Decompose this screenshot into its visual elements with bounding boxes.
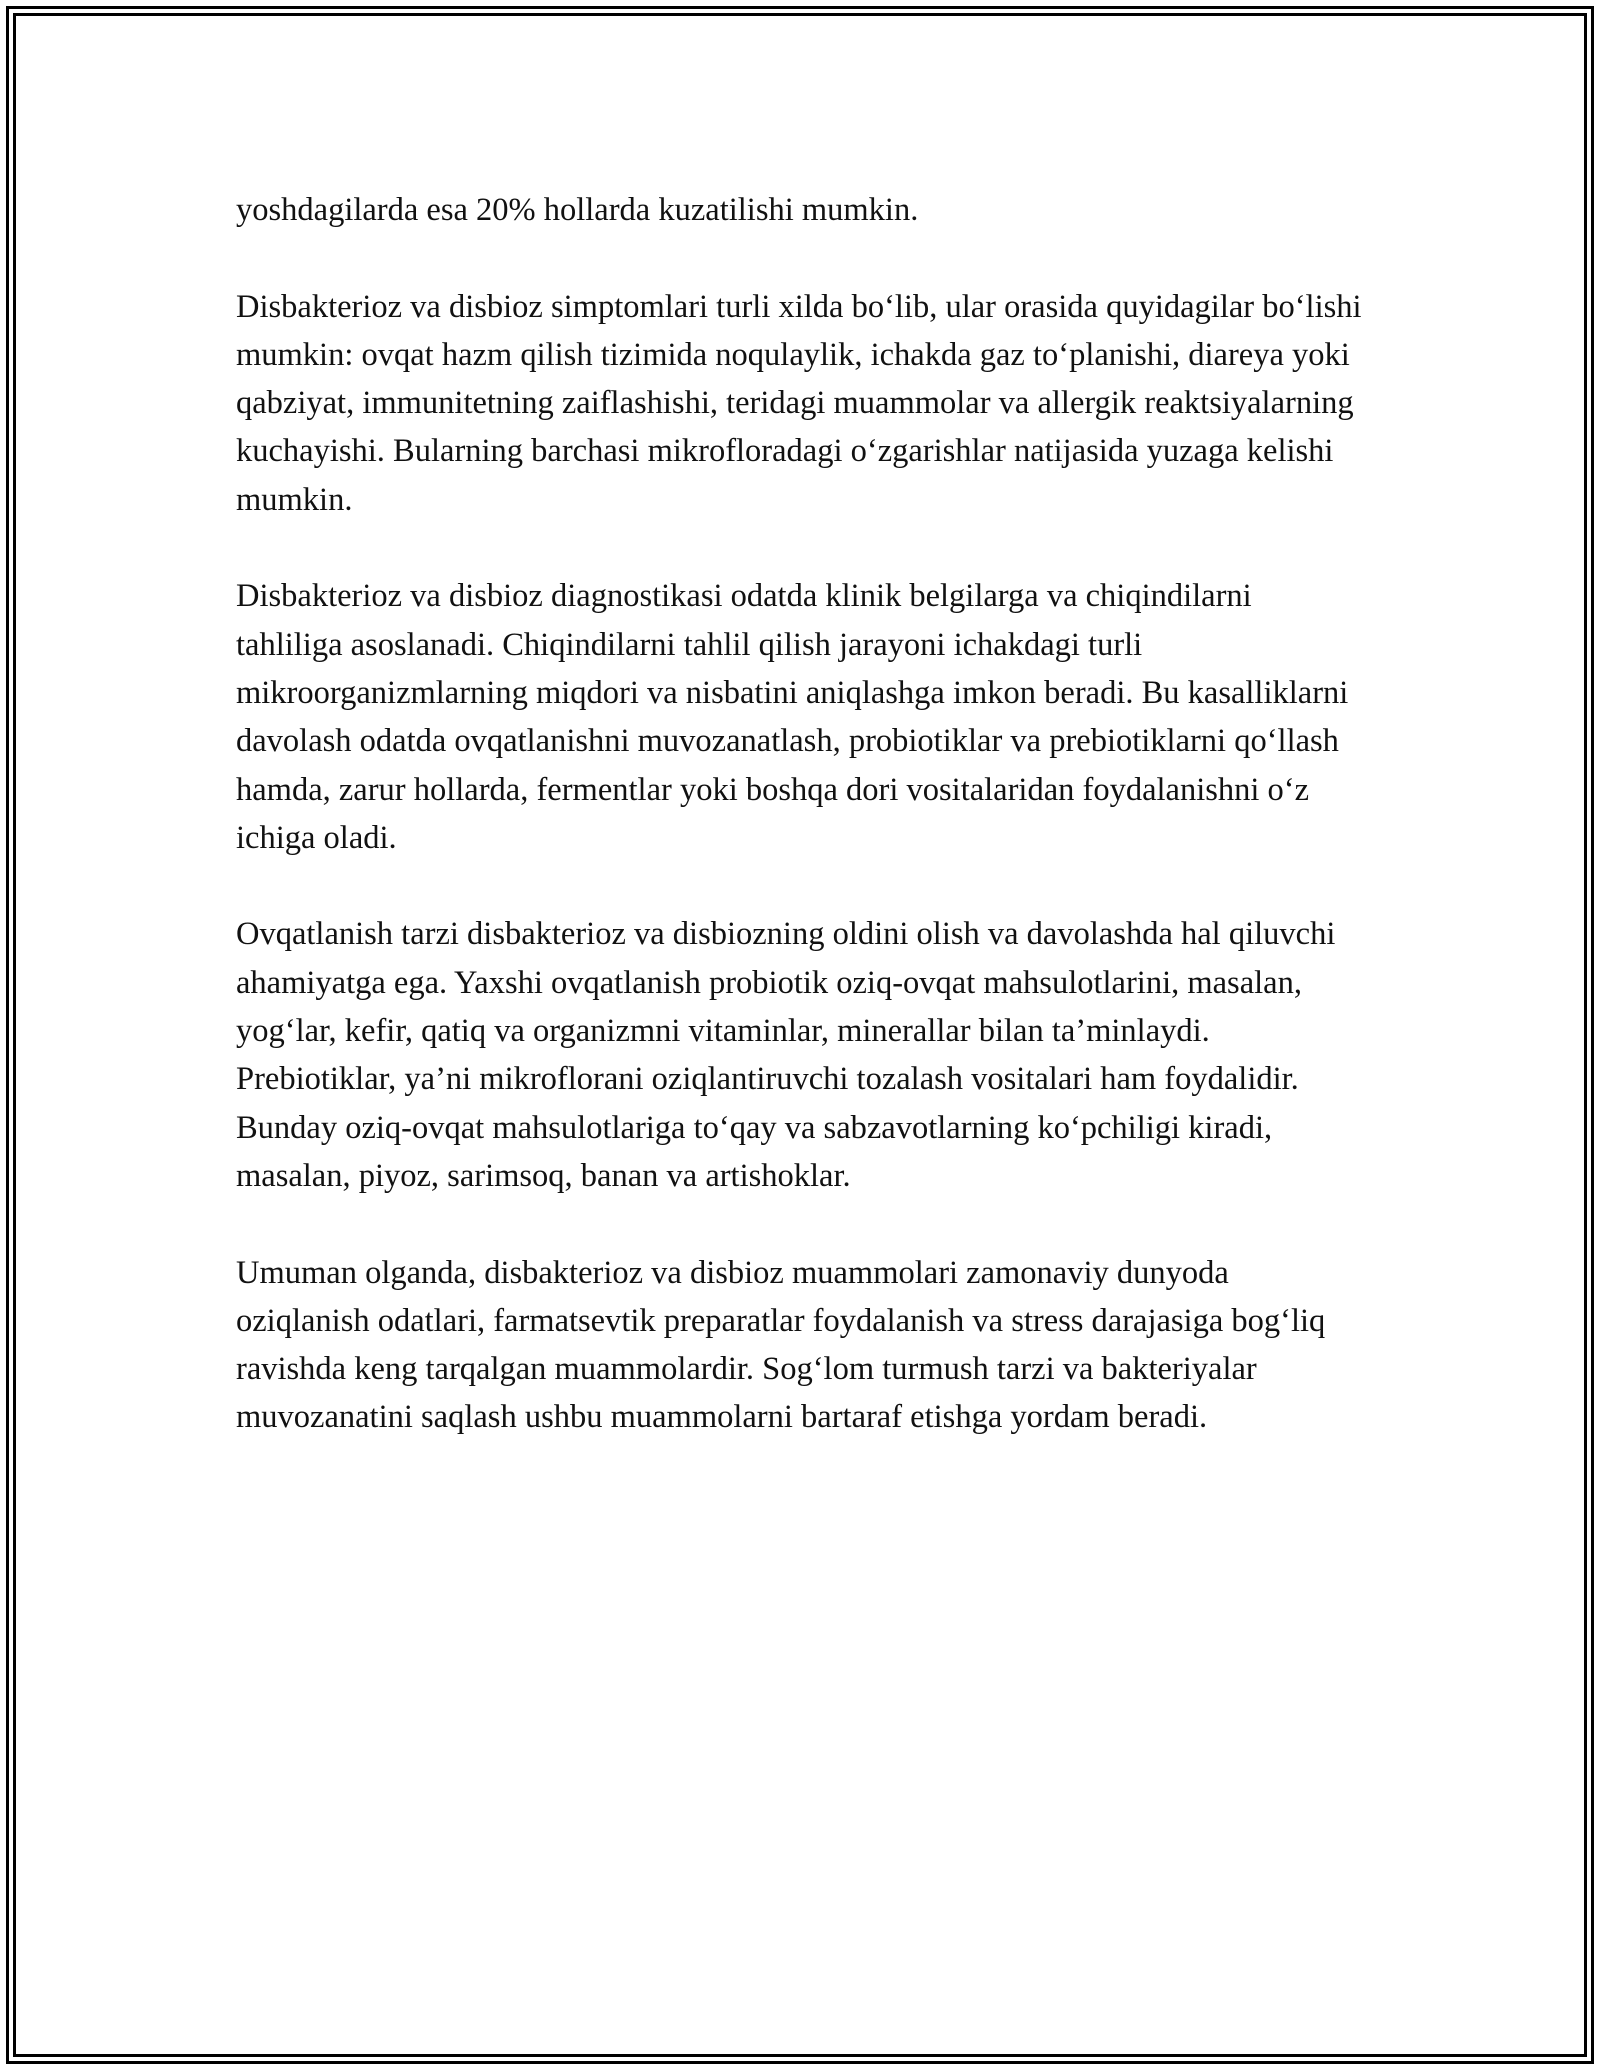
document-body: [236, 186, 1366, 1442]
paragraph-nutrition: Ovqatlanish tarzi disbakterioz va disbiozning oldini olish va davolashda hal qiluvchi ahamiyatga ega. Yaxshi ovqatlanish probiotik oziq-ovqat mahsulotlarini, masalan, yog‘lar, kefir, qatiq va organizmni vitaminlar, minerallar bilan ta’minlaydi. Prebiotiklar, ya’ni mikroflorani oziqlantiruvchi tozalash vositalari ham foydalidir. Bunday oziq-ovqat mahsulotlariga to‘qay va sabzavotlarning ko‘pchiligi kiradi, masalan, piyoz, sarimsoq, banan va artishoklar.: [236, 916, 1336, 1194]
paragraph-symptoms: Disbakterioz va disbioz simptomlari turli xilda bo‘lib, ular orasida quyidagilar bo‘lishi mumkin: ovqat hazm qilish tizimida noqulaylik, ichakda gaz to‘planishi, diareya yoki qabziyat, immunitetning zaiflashishi, teridagi muammolar va allergik reaktsiyalarning kuchayishi. Bularning barchasi mikrofloradagi o‘zgarishlar natijasida yuzaga kelishi mumkin.: [236, 288, 1362, 518]
paragraph-conclusion: Umuman olganda, disbakterioz va disbioz muammolari zamonaviy dunyoda oziqlanish odatlari, farmatsevtik preparatlar foydalanish va stress darajasiga bog‘liq ravishda keng tarqalgan muammolardir. Sog‘lom turmush tarzi va bakteriyalar muvozanatini saqlash ushbu muammolarni bartaraf etishga yordam beradi.: [236, 1254, 1326, 1436]
paragraph-diagnostics: Disbakterioz va disbioz diagnostikasi odatda klinik belgilarga va chiqindilarni tahliliga asoslanadi. Chiqindilarni tahlil qilish jarayoni ichakdagi turli mikroorganizmlarning miqdori va nisbatini aniqlashga imkon beradi. Bu kasalliklarni davolash odatda ovqatlanishni muvozanatlash, probiotiklar va prebiotiklarni qo‘llash hamda, zarur hollarda, fermentlar yoki boshqa dori vositalaridan foydalanishni o‘z ichiga oladi.: [236, 578, 1349, 856]
paragraph-continuation: yoshdagilarda esa 20% hollarda kuzatilishi mumkin.: [236, 192, 919, 228]
